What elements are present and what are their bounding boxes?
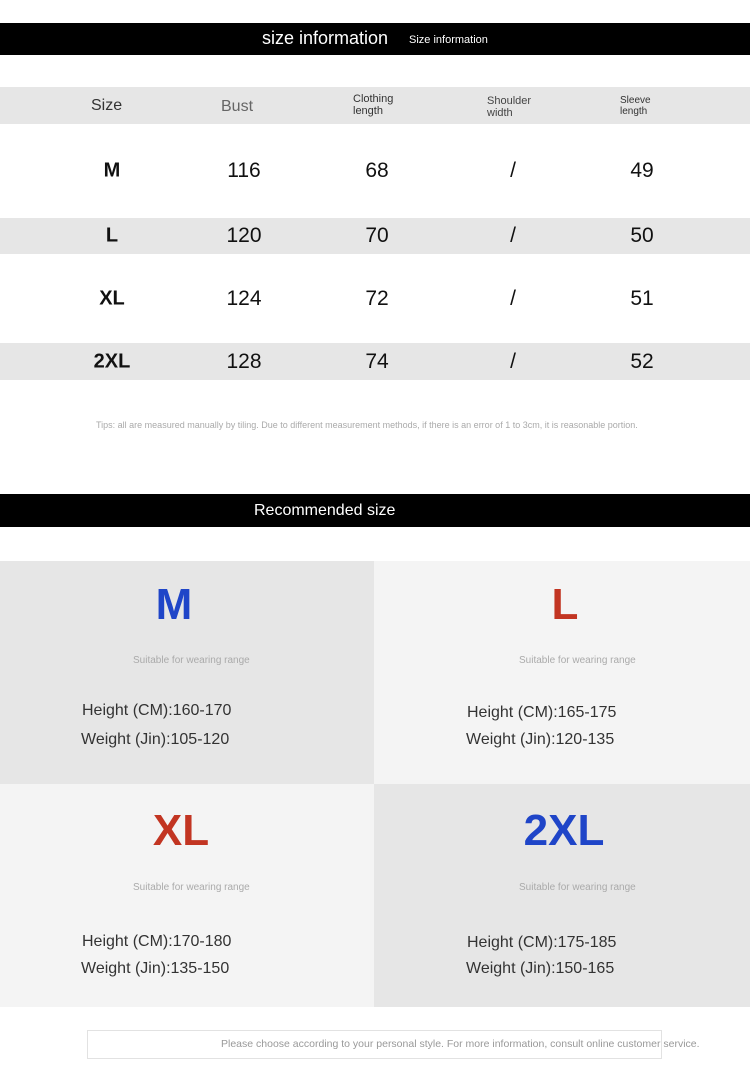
- card-note: Suitable for wearing range: [133, 655, 250, 666]
- row-length: 70: [365, 224, 389, 247]
- size-card-xl: [0, 784, 374, 1007]
- card-note: Suitable for wearing range: [133, 882, 250, 893]
- row-shoulder: /: [510, 286, 516, 310]
- card-weight: Weight (Jin):150-165: [466, 960, 615, 977]
- row-size: L: [105, 224, 119, 247]
- row-size: M: [103, 159, 121, 182]
- card-size: XL: [152, 806, 210, 855]
- card-note: Suitable for wearing range: [519, 882, 636, 893]
- card-height: Height (CM):175-185: [467, 934, 617, 951]
- footer-note: Please choose according to your personal style. For more information, consult online customer service.: [221, 1038, 700, 1050]
- row-bust: 124: [226, 286, 262, 310]
- card-weight: Weight (Jin):120-135: [466, 731, 615, 748]
- row-bust: 120: [226, 224, 262, 247]
- card-height: Height (CM):165-175: [467, 704, 617, 721]
- row-length: 72: [365, 286, 389, 310]
- row-sleeve: 52: [630, 349, 654, 373]
- row-size: XL: [99, 287, 125, 309]
- row-bust: 116: [227, 159, 261, 182]
- section-title: size information: [262, 28, 389, 48]
- recommended-size-banner: [0, 494, 750, 527]
- row-size: 2XL: [93, 350, 131, 372]
- card-height: Height (CM):170-180: [82, 933, 232, 950]
- size-information-banner: [0, 23, 750, 55]
- table-row: [0, 218, 750, 254]
- row-sleeve: 51: [630, 286, 654, 310]
- header-clothing-length: Clothing length: [353, 93, 394, 117]
- section-subtitle: Size information: [409, 34, 488, 46]
- section-title: Recommended size: [254, 502, 396, 519]
- table-row: [0, 343, 750, 380]
- card-size: 2XL: [523, 806, 605, 855]
- size-table-header: [0, 87, 750, 124]
- row-shoulder: /: [510, 349, 516, 373]
- row-shoulder: /: [510, 159, 516, 182]
- row-bust: 128: [226, 349, 262, 373]
- measurement-tips: Tips: all are measured manually by tiling. Due to different measurement methods, if there is an error of 1 to 3cm, it is reasonable portion.: [96, 420, 638, 430]
- header-shoulder-width: Shoulder width: [487, 95, 532, 119]
- card-weight: Weight (Jin):135-150: [81, 960, 230, 977]
- row-sleeve: 49: [630, 159, 654, 182]
- card-weight: Weight (Jin):105-120: [81, 731, 230, 748]
- row-length: 68: [365, 159, 389, 182]
- row-shoulder: /: [510, 224, 516, 247]
- row-length: 74: [365, 349, 389, 373]
- card-size: L: [551, 580, 579, 629]
- header-bust: Bust: [221, 98, 254, 115]
- card-height: Height (CM):160-170: [82, 702, 232, 719]
- card-note: Suitable for wearing range: [519, 655, 636, 666]
- card-size: M: [155, 580, 193, 629]
- size-card-2xl: [374, 784, 750, 1007]
- size-card-l: [374, 561, 750, 784]
- row-sleeve: 50: [630, 224, 654, 247]
- footer-note-box: [87, 1030, 700, 1059]
- table-row: [0, 254, 750, 343]
- header-sleeve-length: Sleeve length: [620, 95, 651, 117]
- header-size: Size: [91, 97, 123, 114]
- table-row: [0, 124, 750, 218]
- size-card-m: [0, 561, 374, 784]
